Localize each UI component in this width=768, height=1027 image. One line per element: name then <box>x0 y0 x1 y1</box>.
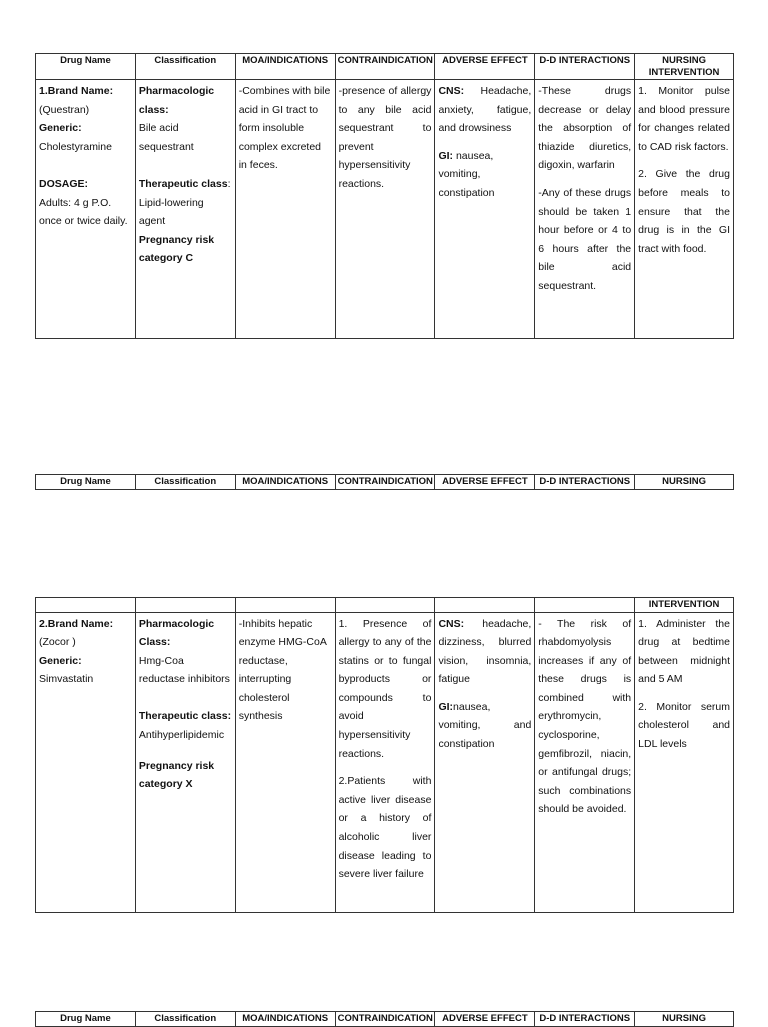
header-adverse-effect: ADVERSE EFFECT <box>435 54 535 80</box>
drug1-pharm-label: Pharmacologic class: <box>138 85 215 116</box>
drug1-cns: Headache, anxiety, fatigue, and drowsiness <box>438 85 532 135</box>
drug1-generic: Cholestyramine <box>39 140 112 153</box>
drug1-generic-label: Generic: <box>39 122 82 135</box>
header-drug-name: Drug Name <box>36 475 136 490</box>
drug1-nursing-2: 2. Give the drug before meals to ensure that the drug is in the GI tract with food. <box>638 168 730 255</box>
repeat-header-1 <box>35 474 734 490</box>
drug2-moa: -Inhibits hepatic enzyme HMG-CoA reductase, interrupting cholesterol synthesis <box>238 617 327 723</box>
drug2-thera-label: Therapeutic class: <box>138 710 232 723</box>
drug1-pregnancy-risk: Pregnancy risk category C <box>138 233 215 265</box>
drug-table-1 <box>35 53 734 339</box>
header-moa: MOA/INDICATIONS <box>235 1012 335 1027</box>
header-nursing: NURSING <box>635 475 734 490</box>
drug1-nursing-cell <box>635 80 734 339</box>
drug2-contra-cell <box>335 612 435 912</box>
drug2-cns-label: CNS: <box>438 617 465 630</box>
drug1-contraindication: -presence of allergy to any bile acid sequestrant to prevent hypersensitivity reactions. <box>338 85 432 190</box>
drug-table-2 <box>35 597 734 913</box>
header-classification: Classification <box>135 54 235 80</box>
header-adverse-effect: ADVERSE EFFECT <box>435 475 535 490</box>
drug2-name-cell <box>36 612 136 912</box>
drug2-nursing-2: 2. Monitor serum cholesterol and LDL levels <box>638 700 730 751</box>
header-drug-name: Drug Name <box>36 54 136 80</box>
drug1-name-cell <box>36 80 136 339</box>
drug2-dd: - The risk of rhabdomyolysis increases if any of these drugs is combined with erythromycin, cyclosporine, gemfibrozil, niacin, or antifungal drugs; such combinations should be avoided. <box>538 617 632 816</box>
drug1-dosage-label: DOSAGE: <box>39 177 89 190</box>
drug1-classification-cell <box>135 80 235 339</box>
drug1-thera-label: Therapeutic class <box>138 177 228 190</box>
drug2-generic: Simvastatin <box>39 673 94 686</box>
drug2-generic-label: Generic: <box>39 654 82 667</box>
drug2-nursing-cell <box>635 612 734 912</box>
header-nursing-intervention: NURSING INTERVENTION <box>635 54 734 80</box>
drug1-dd-2: -Any of these drugs should be taken 1 hour before or 4 to 6 hours after the bile acid sequestrant. <box>538 186 632 292</box>
header-adverse-effect: ADVERSE EFFECT <box>435 1012 535 1027</box>
drug1-thera-class: : Lipid-lowering agent <box>138 177 231 228</box>
drug2-gi: nausea, vomiting, and constipation <box>438 700 532 751</box>
drug1-dd-cell <box>535 80 635 339</box>
drug2-pharm-label: Pharmacologic Class: <box>138 617 215 649</box>
header-classification: Classification <box>135 1012 235 1027</box>
drug2-moa-cell <box>235 612 335 912</box>
header-nursing: NURSING <box>635 1012 734 1027</box>
header-dd-interactions: D-D INTERACTIONS <box>535 54 635 80</box>
header-contraindication: CONTRAINDICATION <box>335 1012 435 1027</box>
drug2-dd-cell <box>535 612 635 912</box>
header-dd-interactions: D-D INTERACTIONS <box>535 475 635 490</box>
drug1-nursing-1: 1. Monitor pulse and blood pressure for changes related to CAD risk factors. <box>638 85 730 153</box>
drug2-gi-label: GI: <box>438 700 454 713</box>
header-contraindication: CONTRAINDICATION <box>335 54 435 80</box>
drug1-moa: -Combines with bile acid in GI tract to form insoluble complex excreted in feces. <box>238 85 331 172</box>
drug2-thera-class: Antihyperlipidemic <box>138 729 225 742</box>
header-moa: MOA/INDICATIONS <box>235 475 335 490</box>
drug1-contra-cell <box>335 80 435 339</box>
drug2-classification-cell <box>135 612 235 912</box>
drug1-dd-1: -These drugs decrease or delay the absorption of thiazide diuretics, digoxin, warfarin <box>538 85 632 172</box>
header-classification: Classification <box>135 475 235 490</box>
drug2-pregnancy-risk: Pregnancy risk category X <box>138 759 215 791</box>
drug2-cns: headache, dizziness, blurred vision, insomnia, fatigue <box>438 617 532 686</box>
repeat-header-2 <box>35 1011 734 1027</box>
drug1-gi-label: GI: <box>438 149 454 162</box>
drug2-nursing-1: 1. Administer the drug at bedtime between midnight and 5 AM <box>638 617 730 686</box>
drug2-contraindication-1: 1. Presence of allergy to any of the statins or to fungal byproducts or compounds to avoid hypersensitivity reactions. <box>338 617 432 760</box>
header-drug-name: Drug Name <box>36 1012 136 1027</box>
header-intervention: INTERVENTION <box>635 598 734 613</box>
header-moa: MOA/INDICATIONS <box>235 54 335 80</box>
drug2-contraindication-2: 2.Patients with active liver disease or a history of alcoholic liver disease leading to severe liver failure <box>338 775 432 881</box>
drug2-brand: (Zocor ) <box>39 636 76 649</box>
drug1-cns-label: CNS: <box>438 85 465 97</box>
drug1-adverse-cell <box>435 80 535 339</box>
drug1-dosage: Adults: 4 g P.O. once or twice daily. <box>39 196 128 228</box>
drug2-adverse-cell <box>435 612 535 912</box>
header-dd-interactions: D-D INTERACTIONS <box>535 1012 635 1027</box>
drug2-brand-label: 2.Brand Name: <box>39 617 114 630</box>
drug2-pharm-class: Hmg-Coa reductase inhibitors <box>138 654 230 686</box>
header-contraindication: CONTRAINDICATION <box>335 475 435 490</box>
drug1-moa-cell <box>235 80 335 339</box>
drug1-brand-label: 1.Brand Name: <box>39 85 114 97</box>
drug1-gi: nausea, vomiting, constipation <box>438 149 495 199</box>
drug1-brand: (Questran) <box>39 103 90 116</box>
drug1-pharm-class: Bile acid sequestrant <box>138 122 194 153</box>
